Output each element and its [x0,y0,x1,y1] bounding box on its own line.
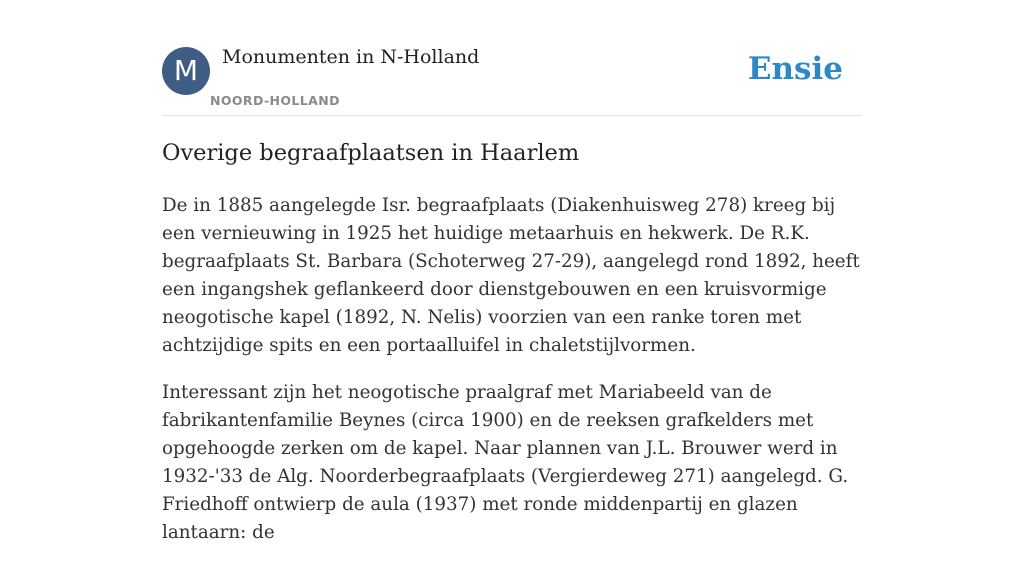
avatar[interactable]: M [162,47,210,95]
article-body [162,192,868,566]
article-title: Overige begraafplaatsen in Haarlem [162,140,580,166]
paragraph: Interessant zijn het neogotische praalgraf met Mariabeeld van de fabrikantenfamilie Beynes (circa 1900) en de reeksen grafkelders met opgehoogde zerken om de kapel. Naar plannen van J.L. Brouwer werd in 1932-'33 de Alg. Noorderbegraafplaats (Vergierdeweg 271) aangelegd. G. Friedhoff ontwierp de aula (1937) met ronde middenpartij en glazen lantaarn: de [162,382,849,543]
header [162,0,862,116]
brand-logo[interactable]: Ensie [747,51,843,87]
site-title[interactable]: Monumenten in N-Holland [222,46,480,68]
paragraph: De in 1885 aangelegde Isr. begraafplaats (Diakenhuisweg 278) kreeg bij een vernieuwing in 1925 het huidige metaarhuis en hekwerk. De R.K. begraafplaats St. Barbara (Schoterweg 27-29), aangelegd rond 1892, heeft een ingangshek geflankeerd door dienstgebouwen en een kruisvormige neogotische kapel (1892, N. Nelis) voorzien van een ranke toren met achtzijdige spits en een portaalluifel in chaletstijlvormen. [162,195,860,356]
region-label[interactable]: NOORD-HOLLAND [210,93,340,108]
